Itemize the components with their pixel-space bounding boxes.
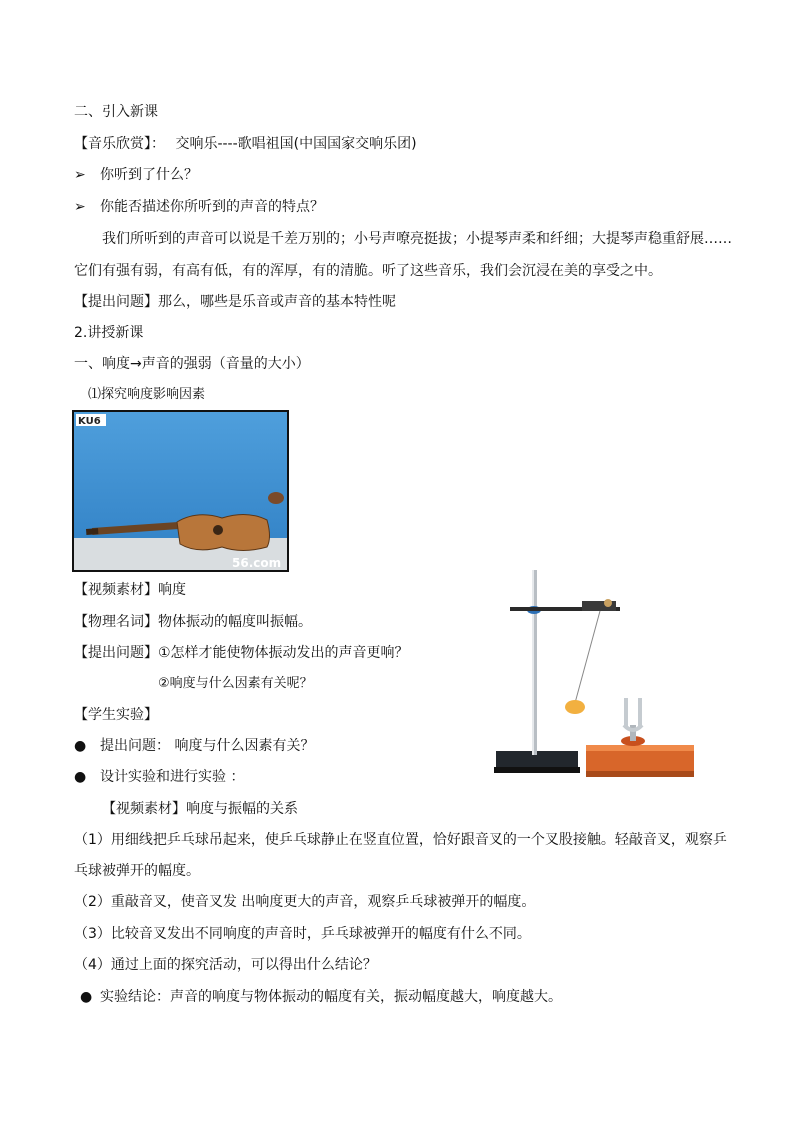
raise-question-2: 【提出问题】①怎样才能使物体振动发出的声音更响？ bbox=[74, 645, 409, 661]
paragraph-line-2: 它们有强有弱，有高有低，有的浑厚，有的清脆。听了这些音乐，我们会沉浸在美的享受之中。 bbox=[74, 263, 662, 279]
music-title: 交响乐----歌唱祖国(中国国家交响乐团) bbox=[175, 136, 417, 152]
bullet-design bbox=[74, 767, 244, 787]
video-material: 【视频素材】响度 bbox=[74, 582, 186, 598]
question-2-text: 你能否描述你所听到的声音的特点？ bbox=[100, 199, 324, 215]
dot-bullet-icon: ● bbox=[74, 738, 87, 754]
paragraph-line-1: 我们所听到的声音可以说是千差万别的；小号声嘹亮挺拔；小提琴声柔和纤细；大提琴声稳重舒展…… bbox=[102, 231, 732, 247]
step-1-line-1: （1）用细线把乒乓球吊起来，使乒乓球静止在竖直位置，恰好跟音叉的一个叉股接触。轻敲音叉，观察乒 bbox=[74, 832, 727, 848]
physics-term: 【物理名词】物体振动的幅度叫振幅。 bbox=[74, 614, 312, 630]
section-2-heading: 2.讲授新课 bbox=[74, 325, 144, 341]
tuning-fork-apparatus-image bbox=[490, 565, 700, 780]
step-4: （4）通过上面的探究活动，可以得出什么结论？ bbox=[74, 957, 377, 973]
question-1 bbox=[74, 165, 198, 185]
bullet-question-text: 提出问题： 响度与什么因素有关？ bbox=[100, 738, 315, 754]
step-3: （3）比较音叉发出不同响度的声音时，乒乓球被弹开的幅度有什么不同。 bbox=[74, 926, 531, 942]
conclusion bbox=[80, 987, 562, 1007]
ku6-logo: KU6 bbox=[78, 416, 101, 427]
student-experiment: 【学生实验】 bbox=[74, 707, 158, 723]
step-2: （2）重敲音叉，使音叉发 出响度更大的声音，观察乒乓球被弹开的幅度。 bbox=[74, 894, 536, 910]
music-appreciation bbox=[74, 134, 417, 154]
loudness-heading: 一、响度→声音的强弱（音量的大小） bbox=[74, 356, 310, 372]
watermark-56: 56.com bbox=[232, 556, 282, 570]
arrow-bullet-icon: ➢ bbox=[74, 167, 86, 183]
conclusion-text: 实验结论：声音的响度与物体振动的幅度有关，振动幅度越大，响度越大。 bbox=[100, 989, 562, 1005]
bullet-question bbox=[74, 736, 314, 756]
arrow-bullet-icon: ➢ bbox=[74, 199, 86, 215]
raise-question-2b: ②响度与什么因素有关呢？ bbox=[158, 676, 313, 691]
step-1-line-2: 乓球被弹开的幅度。 bbox=[74, 863, 200, 879]
raise-question: 【提出问题】那么，哪些是乐音或声音的基本特性呢 bbox=[74, 294, 396, 310]
dot-bullet-icon: ● bbox=[80, 989, 93, 1005]
bullet-design-text: 设计实验和进行实验 ： bbox=[100, 769, 245, 785]
question-2 bbox=[74, 197, 324, 217]
explore-heading: ⑴探究响度影响因素 bbox=[88, 387, 206, 402]
music-tag: 【音乐欣赏】： bbox=[74, 136, 165, 152]
video-material-2: 【视频素材】响度与振幅的关系 bbox=[102, 801, 298, 817]
question-1-text: 你听到了什么？ bbox=[100, 167, 198, 183]
guitar-video-image bbox=[72, 410, 289, 572]
section-heading: 二、引入新课 bbox=[74, 104, 158, 120]
dot-bullet-icon: ● bbox=[74, 769, 87, 785]
